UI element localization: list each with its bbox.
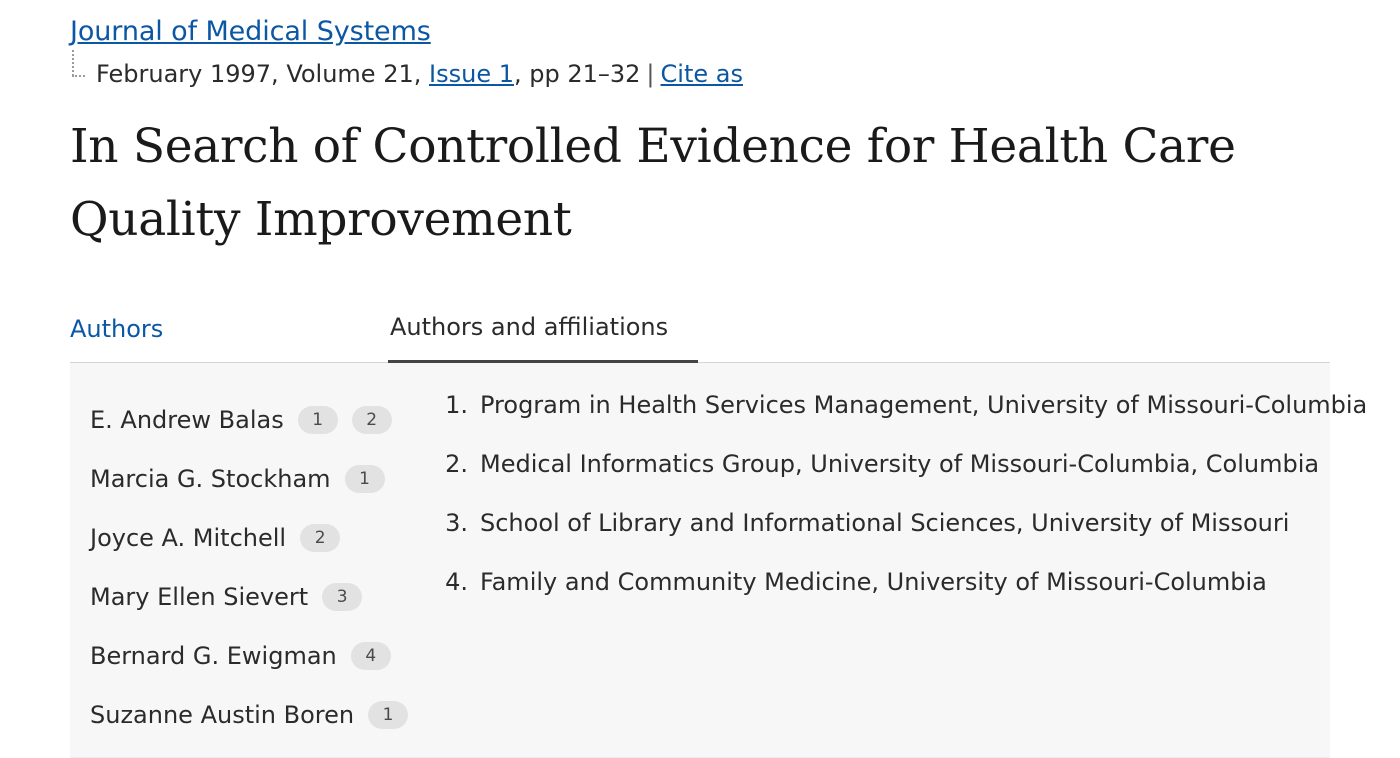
tab-bar bbox=[70, 313, 1330, 363]
affiliation-number: 1. bbox=[445, 390, 468, 419]
tab-authors[interactable]: Authors bbox=[70, 314, 164, 343]
cite-as-link[interactable]: Cite as bbox=[660, 60, 743, 89]
list-item bbox=[432, 509, 1367, 568]
issue-date-volume: February 1997, Volume 21, bbox=[96, 60, 422, 89]
breadcrumb-separator: | bbox=[646, 60, 655, 89]
author-name[interactable]: Joyce A. Mitchell bbox=[90, 524, 287, 553]
tab-authors-and-affiliations[interactable]: Authors and affiliations bbox=[388, 313, 698, 363]
issue-pages: , pp 21–32 bbox=[513, 60, 641, 89]
list-item bbox=[90, 568, 418, 627]
list-item bbox=[90, 391, 418, 450]
affiliations-list bbox=[418, 391, 1367, 757]
affiliation-badge[interactable]: 1 bbox=[368, 701, 408, 729]
author-name[interactable]: Bernard G. Ewigman bbox=[90, 642, 337, 671]
authors-affiliations-panel bbox=[70, 363, 1368, 758]
journal-title-link[interactable]: Journal of Medical Systems bbox=[70, 16, 431, 47]
list-item bbox=[90, 686, 418, 745]
affiliation-badge[interactable]: 2 bbox=[300, 524, 340, 552]
list-item bbox=[432, 450, 1367, 509]
issue-breadcrumb bbox=[70, 60, 1330, 89]
affiliation-text: Medical Informatics Group, University of Missouri-Columbia, Columbia bbox=[480, 449, 1320, 478]
list-item bbox=[432, 391, 1367, 450]
author-name[interactable]: Suzanne Austin Boren bbox=[90, 701, 355, 730]
author-name[interactable]: E. Andrew Balas bbox=[90, 406, 284, 435]
affiliation-badge[interactable]: 2 bbox=[352, 406, 392, 434]
page-title: In Search of Controlled Evidence for Health Care Quality Improvement bbox=[70, 119, 1236, 248]
list-item bbox=[432, 568, 1367, 627]
issue-link[interactable]: Issue 1 bbox=[429, 60, 514, 89]
affiliation-text: School of Library and Informational Sciences, University of Missouri bbox=[480, 508, 1290, 537]
author-name[interactable]: Marcia G. Stockham bbox=[90, 465, 331, 494]
list-item bbox=[90, 450, 418, 509]
affiliation-badge[interactable]: 1 bbox=[298, 406, 338, 434]
list-item bbox=[90, 509, 418, 568]
affiliation-text: Family and Community Medicine, University of Missouri-Columbia bbox=[480, 567, 1267, 596]
affiliation-badge[interactable]: 1 bbox=[345, 465, 385, 493]
authors-list bbox=[70, 391, 418, 757]
author-name[interactable]: Mary Ellen Sievert bbox=[90, 583, 309, 612]
affiliation-number: 4. bbox=[445, 567, 468, 596]
affiliation-number: 2. bbox=[445, 449, 468, 478]
list-item bbox=[90, 627, 418, 686]
tree-branch-icon bbox=[70, 60, 94, 82]
affiliation-number: 3. bbox=[445, 508, 468, 537]
affiliation-badge[interactable]: 3 bbox=[322, 583, 362, 611]
affiliation-badge[interactable]: 4 bbox=[351, 642, 391, 670]
affiliation-text: Program in Health Services Management, University of Missouri-Columbia bbox=[480, 390, 1368, 419]
